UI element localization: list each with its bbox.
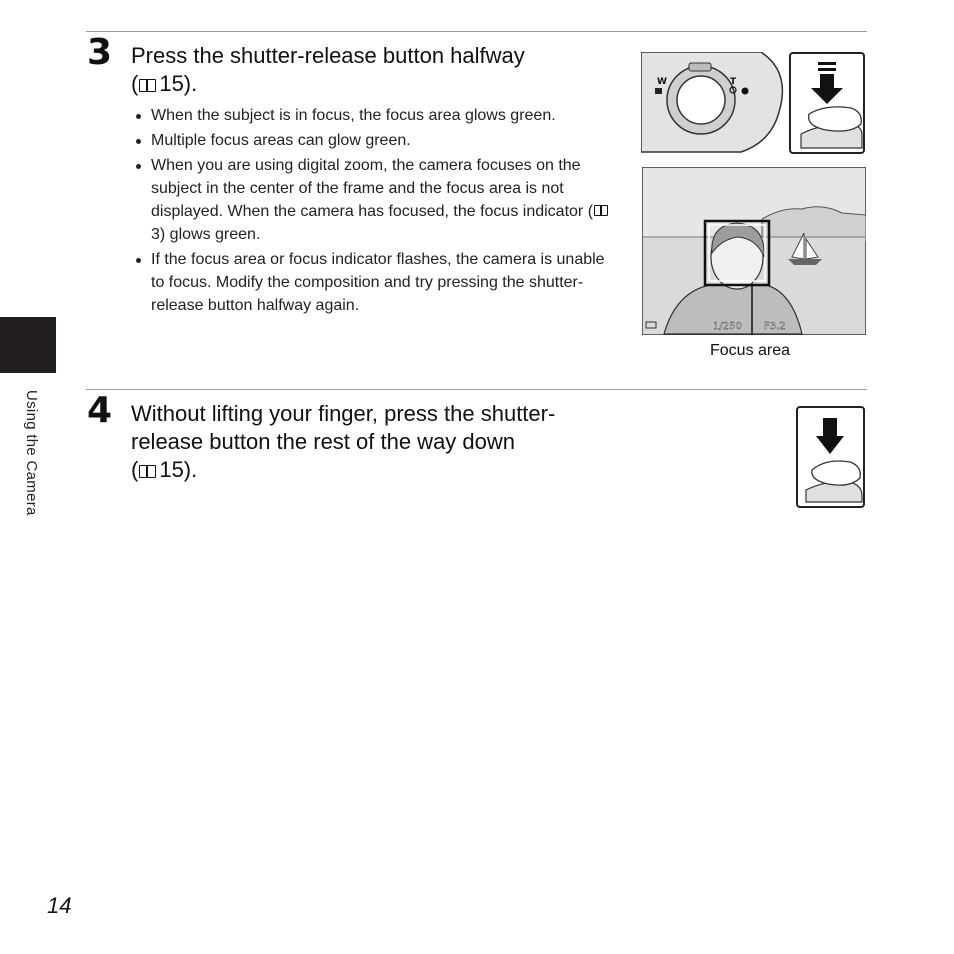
step-3-title-line2 — [131, 70, 611, 98]
bullet-item: When the subject is in focus, the focus area glows green. — [133, 104, 613, 127]
section-rule — [86, 389, 867, 390]
step-4-number: 4 — [87, 390, 113, 431]
step-3-title — [131, 42, 611, 98]
shutter-speed-readout: 1/250 — [713, 321, 742, 332]
book-icon[interactable] — [594, 205, 608, 216]
help-icon — [742, 88, 749, 95]
step-3-number: 3 — [87, 32, 113, 73]
top-rule — [86, 31, 867, 32]
page-ref[interactable]: 15). — [159, 457, 198, 482]
camera-top-illustration — [641, 52, 867, 156]
shutter-press-full-illustration — [796, 406, 866, 510]
bullet-item: When you are using digital zoom, the camera focuses on the subject in the center of the frame and the focus area is not displayed. When the camera has focused, the focus indicator (3) glows green. — [133, 154, 613, 246]
step-4-title-line1: Without lifting your finger, press the shutter- — [131, 401, 556, 426]
focus-area-caption: Focus area — [710, 342, 791, 359]
step-4-title-line2: release button the rest of the way down — [131, 429, 516, 454]
book-icon[interactable] — [139, 465, 156, 478]
camera-screen-illustration — [642, 167, 866, 335]
step-3-title-line1: Press the shutter-release button halfway — [131, 43, 525, 68]
section-tab — [0, 317, 56, 373]
book-icon[interactable] — [139, 79, 156, 92]
page-ref[interactable]: 15). — [159, 71, 198, 96]
aperture-readout: F3.2 — [764, 321, 786, 332]
wide-icon — [655, 88, 662, 94]
bullet-item: If the focus area or focus indicator flashes, the camera is unable to focus. Modify the composition and try pressing the shutter-release button halfway again. — [133, 248, 613, 317]
section-tab-label: Using the Camera — [23, 390, 40, 516]
step-4-title — [131, 400, 651, 484]
step-3-bullets — [133, 104, 613, 319]
bullet-item: Multiple focus areas can glow green. — [133, 129, 613, 152]
step-4-title-line3 — [131, 456, 651, 484]
paren-open: ( — [131, 457, 139, 482]
paren-open: ( — [131, 71, 139, 96]
zoom-tele-label: T — [730, 77, 737, 87]
zoom-wide-label: W — [657, 77, 667, 87]
page-number: 14 — [47, 893, 72, 918]
